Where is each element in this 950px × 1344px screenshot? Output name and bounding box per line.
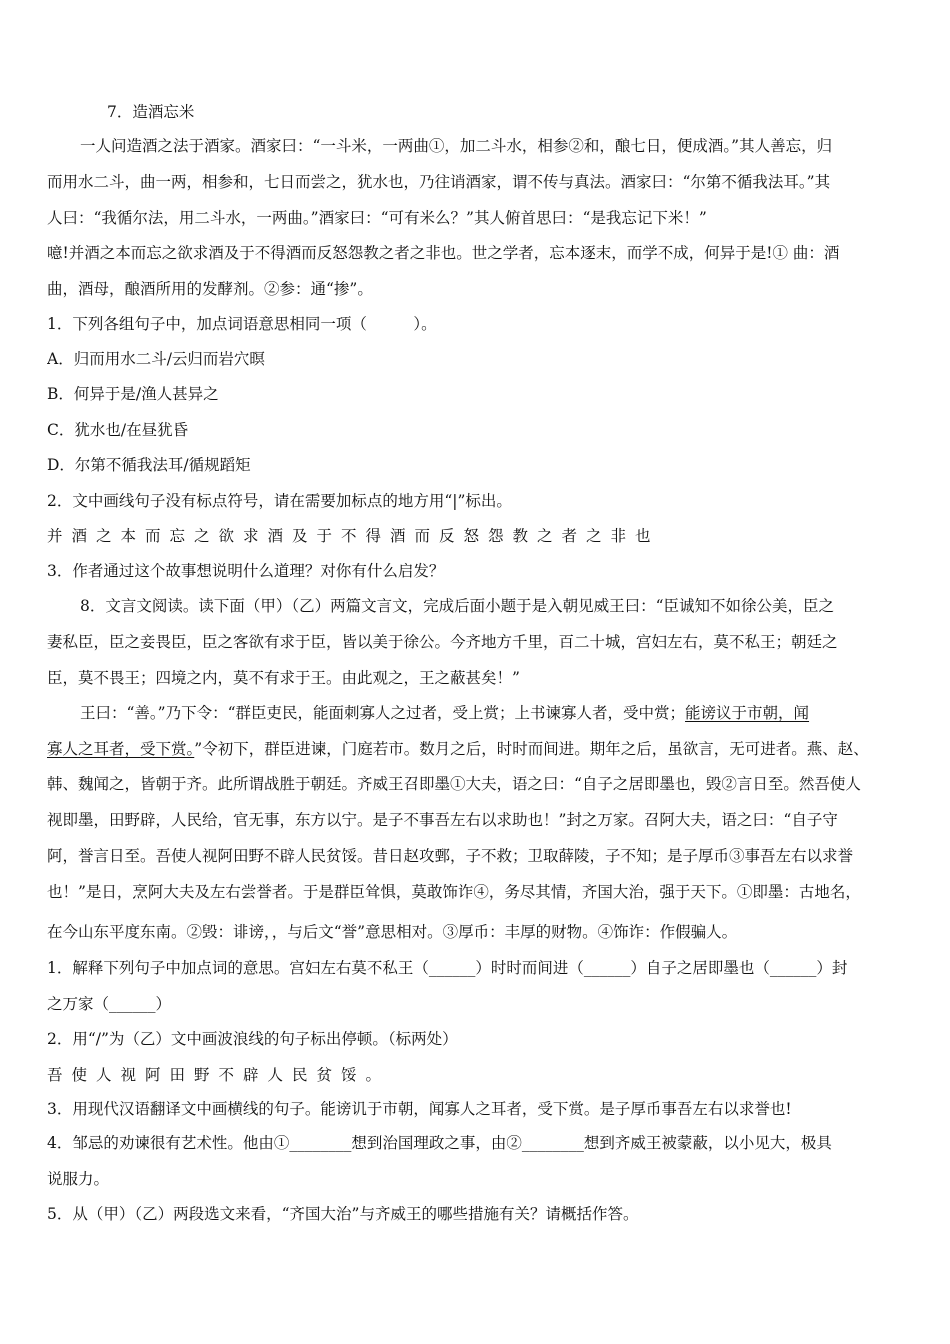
q8-notes-line: 在今山东平度东南。②毁：诽谤，，与后文“誉”意思相对。③厚币：丰厚的财物。④饰诈：作假骗人。 [47,923,738,941]
q8-para2-text: 王曰：“善。”乃下令：“群臣吏民，能面刺寡人之过者，受上赏；上书谏寡人者，受中赏； [80,704,686,722]
q7-option-a: A．归而用水二斗/云归而岩穴暝 [47,350,265,368]
q8-para2-line: 视即墨，田野辟，人民给，官无事，东方以宁。是子不事吾左右以求助也！”封之万家。召阿大夫，语之曰：“自子守 [47,811,838,829]
q7-passage-line: 人曰：“我循尔法，用二斗水，一两曲。”酒家曰：“可有米么？”其人俯首思曰：“是我忘记下米！” [47,209,707,227]
underlined-sentence: 能谤议于市朝，闻 [685,704,810,722]
q8-question-5: 5．从（甲）（乙）两段选文来看，“齐国大治”与齐威王的哪些措施有关？请概括作答。 [47,1205,639,1223]
q7-passage-line: 曲，酒母，酿酒所用的发酵剂。②参：通“掺”。 [47,280,373,298]
q7-passage-line: 噫!并酒之本而忘之欲求酒及于不得酒而反怒怨教之者之非也。世之学者，忘本逐末，而学不成，何异于是!① 曲：酒 [47,244,840,262]
q8-para2-text: ”令初下，群臣进谏，门庭若市。数月之后，时时而间进。期年之后，虽欲言，无可进者。燕、赵、 [194,740,869,758]
q7-question-3: 3．作者通过这个故事想说明什么道理？对你有什么启发？ [47,562,445,580]
q7-option-c: C．犹水也/在昼犹昏 [47,421,189,439]
q8-q2-sentence: 吾使人视阿田野不辟人民贫馁。 [47,1066,391,1084]
q8-question-3: 3．用现代汉语翻译文中画横线的句子。能谤讥于市朝，闻寡人之耳者，受下赏。是子厚币事吾左右以求誉也! [47,1100,792,1118]
q8-para2-line: 韩、魏闻之，皆朝于齐。此所谓战胜于朝廷。齐威王召即墨①大夫，语之曰：“自子之居即墨也，毁②言日至。然吾使人 [47,775,861,793]
q8-question-4-cont: 说服力。 [47,1170,110,1188]
q7-passage-line: 而用水二斗，曲一两，相参和，七日而尝之，犹水也，乃往诮酒家，谓不传与真法。酒家曰：“尔第不循我法耳。”其 [47,173,831,191]
q8-intro-line: 妻私臣，臣之妾畏臣，臣之客欲有求于臣，皆以美于徐公。今齐地方千里，百二十城，宫妇左右，莫不私王；朝廷之 [47,633,838,651]
q8-para2-line: 也！”是日，烹阿大夫及左右尝誉者。于是群臣耸惧，莫敢饰诈④，务尽其情，齐国大治，强于天下。①即墨：古地名， [47,883,861,901]
q7-question-1: 1．下列各组句子中，加点词语意思相同一项（ ）。 [47,315,437,333]
q7-passage-line: 一人问造酒之法于酒家。酒家曰：“一斗米，一两曲①，加二斗水，相参②和，酿七日，便成酒。”其人善忘，归 [80,137,833,155]
q7-option-b: B．何异于是/渔人甚异之 [47,385,219,403]
q8-para2-line [80,703,903,723]
q7-q2-sentence: 并酒之本而忘之欲求酒及于不得酒而反怒怨教之者之非也 [47,527,660,545]
q8-para2-line [47,739,903,759]
underlined-sentence: 寡人之耳者，受下赏。 [47,740,195,758]
q8-para2-line: 阿，誉言日至。吾使人视阿田野不辟人民贫馁。昔日赵攻鄄，子不救；卫取薛陵，子不知；是子厚币③事吾左右以求誉 [47,847,854,865]
q8-question-1-cont: 之万家（______） [47,995,172,1013]
q8-question-1: 1．解释下列句子中加点词的意思。宫妇左右莫不私王（______）时时而间进（______）自子之居即墨也（______）封 [47,959,848,977]
q8-question-2: 2．用“/”为（乙）文中画波浪线的句子标出停顿。（标两处） [47,1030,458,1048]
q8-intro-line: 8．文言文阅读。读下面（甲）（乙）两篇文言文，完成后面小题于是入朝见威王曰：“臣诚知不如徐公美，臣之 [80,597,835,615]
q8-question-4: 4．邹忌的劝谏很有艺术性。他由①________想到治国理政之事，由②________想到齐威王被蒙蔽，以小见大，极具 [47,1134,832,1152]
q7-option-d: D．尔第不循我法耳/循规蹈矩 [47,456,251,474]
q7-title: 7．造酒忘米 [107,103,195,121]
q7-question-2: 2．文中画线句子没有标点符号，请在需要加标点的地方用“|”标出。 [47,492,512,510]
q8-intro-line: 臣，莫不畏王；四境之内，莫不有求于王。由此观之，王之蔽甚矣！” [47,669,520,687]
